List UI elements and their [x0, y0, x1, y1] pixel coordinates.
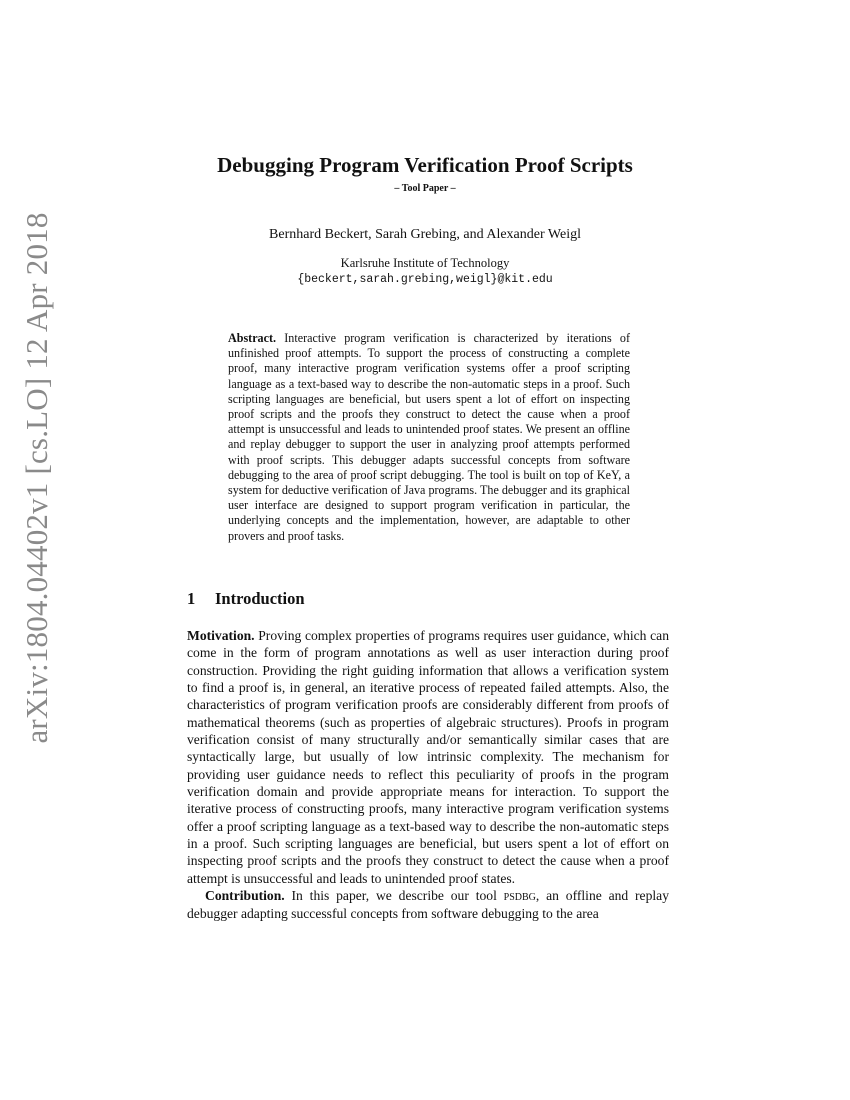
paper-subtitle: – Tool Paper –: [394, 183, 456, 194]
motivation-label: Motivation.: [187, 628, 255, 643]
abstract: [228, 331, 630, 544]
affiliation: Karlsruhe Institute of Technology: [340, 256, 510, 270]
tool-name: psdbg: [503, 888, 536, 904]
author-list: Bernhard Beckert, Sarah Grebing, and Alexander Weigl: [269, 227, 581, 242]
paragraph-contribution: [187, 887, 669, 922]
arxiv-stamp-text: arXiv:1804.04402v1 [cs.LO] 12 Apr 2018: [19, 212, 54, 744]
section-number: 1: [187, 589, 196, 608]
abstract-label: Abstract.: [228, 331, 277, 345]
paper-title: Debugging Program Verification Proof Scripts: [217, 153, 633, 177]
author-emails: {beckert,sarah.grebing,weigl}@kit.edu: [297, 273, 553, 286]
section-title: Introduction: [215, 589, 305, 608]
paragraph-motivation: [187, 627, 669, 887]
abstract-text: Interactive program verification is characterized by iterations of unfinished proof attempts. To support the process of constructing a complete proof, many interactive program verification systems offer a proof scripting language as a text-based way to describe the non-automatic steps in a proof. Such scripting languages are beneficial, but users spent a lot of effort on inspecting proof scripts and the proofs they construct to detect the cause when a proof attempt is unsuccessful and leads to unintended proof states. We present an offline and replay debugger to support the user in analyzing proof attempts performed with proof scripts. This debugger adapts successful concepts from software debugging to the area of proof script debugging. The tool is built on top of KeY, a system for deductive verification of Java programs. The debugger and its graphical user interface are designed to support program verification in particular, the underlying concepts and the implementation, however, are adaptable to other provers and proof tasks.: [228, 331, 630, 543]
motivation-text: Proving complex properties of programs requires user guidance, which can come in the form of program annotations as well as user interaction during proof construction. Providing the right guiding information that allows a verification system to find a proof is, in general, an iterative process of repeated failed attempts. Also, the characteristics of program verification proofs are considerably different from proofs of mathematical theorems (such as properties of algebraic structures). Proofs in program verification consist of many structurally and/or semantically similar cases that are syntactically large, but usually of low intrinsic complexity. The mechanism for providing user guidance needs to reflect this peculiarity of proofs in the program verification domain and provide appropriate means for interaction. To support the iterative process of constructing proofs, many interactive program verification systems offer a proof scripting language as a text-based way to describe the non-automatic steps in a proof. Such scripting languages are beneficial, but users spent a lot of effort on inspecting proof scripts and the proofs they construct to detect the cause when a proof attempt is unsuccessful and leads to unintended proof states.: [187, 628, 669, 886]
contribution-text-end: , an offline and replay debugger adapting successful concepts from software debugging to the area: [187, 888, 669, 921]
section-heading: [187, 589, 305, 609]
section-body: [187, 627, 669, 922]
contribution-text-start: In this paper, we describe our tool: [291, 888, 497, 904]
contribution-label: Contribution.: [205, 888, 285, 904]
